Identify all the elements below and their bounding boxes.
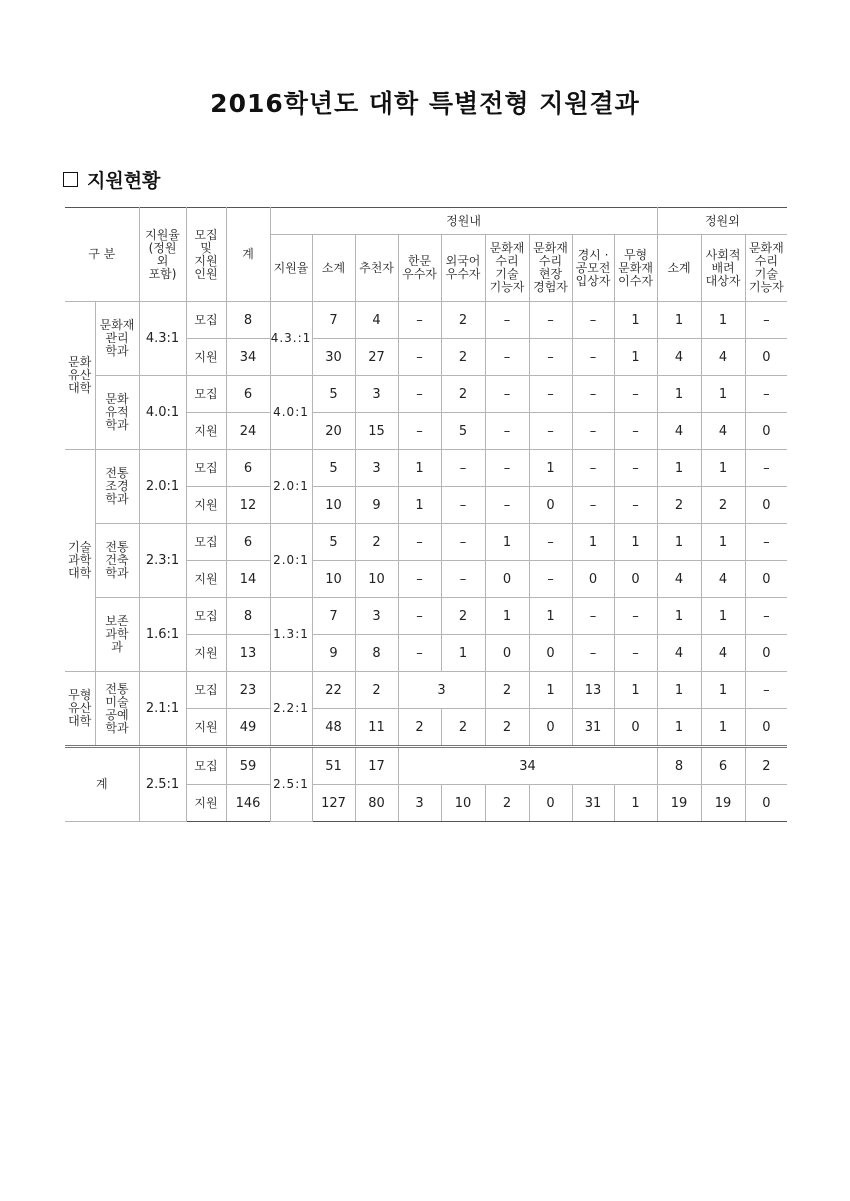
cell: 1 <box>398 487 441 524</box>
cell: – <box>529 376 572 413</box>
cell: – <box>745 672 787 709</box>
cell: 15 <box>355 413 398 450</box>
row-type: 지원 <box>186 413 226 450</box>
cell: 19 <box>657 785 701 822</box>
in-quota-rate: 2.0:1 <box>270 450 312 524</box>
cell: 5 <box>312 450 355 487</box>
cell: 31 <box>572 785 614 822</box>
cell: 1 <box>614 785 657 822</box>
dept-name: 전통 미술 공예 학과 <box>95 672 139 747</box>
cell: 1 <box>572 524 614 561</box>
header-in-col: 문화재 수리 기술 기능자 <box>485 235 529 302</box>
cell: – <box>572 376 614 413</box>
row-type: 지원 <box>186 339 226 376</box>
header-rate-all: 지원율 (정원 외 포함) <box>139 208 186 302</box>
row-total: 24 <box>226 413 270 450</box>
cell: 1 <box>701 672 745 709</box>
cell: 1 <box>657 672 701 709</box>
cell: 3 <box>355 450 398 487</box>
header-in-col: 지원율 <box>270 235 312 302</box>
cell: 5 <box>312 376 355 413</box>
table-row <box>65 376 787 413</box>
header-in-col: 무형 문화재 이수자 <box>614 235 657 302</box>
cell: – <box>485 487 529 524</box>
cell: 1 <box>441 635 485 672</box>
row-type: 지원 <box>186 561 226 598</box>
cell: – <box>485 376 529 413</box>
table-row <box>65 598 787 635</box>
section-heading-text: 지원현황 <box>87 170 161 192</box>
cell: – <box>745 376 787 413</box>
cell: – <box>529 302 572 339</box>
cell: 1 <box>529 450 572 487</box>
row-total: 6 <box>226 450 270 487</box>
cell: 3 <box>398 785 441 822</box>
cell: – <box>745 524 787 561</box>
in-quota-rate: 2.2:1 <box>270 672 312 747</box>
cell: 2 <box>701 487 745 524</box>
header-total: 계 <box>226 208 270 302</box>
cell: 10 <box>312 487 355 524</box>
cell: 4 <box>657 635 701 672</box>
cell: 4 <box>355 302 398 339</box>
cell: 27 <box>355 339 398 376</box>
dept-rate: 4.3:1 <box>139 302 186 376</box>
cell: – <box>398 376 441 413</box>
cell: 1 <box>657 598 701 635</box>
cell: 127 <box>312 785 355 822</box>
in-quota-rate: 1.3:1 <box>270 598 312 672</box>
cell: – <box>485 302 529 339</box>
row-type: 지원 <box>186 635 226 672</box>
row-total: 8 <box>226 302 270 339</box>
cell: 1 <box>485 598 529 635</box>
cell: – <box>614 413 657 450</box>
cell: 48 <box>312 709 355 747</box>
cell: 4 <box>657 561 701 598</box>
cell: 10 <box>355 561 398 598</box>
in-quota-rate: 4.3.:1 <box>270 302 312 376</box>
cell: 2 <box>441 376 485 413</box>
cell: 0 <box>529 709 572 747</box>
row-total: 59 <box>226 747 270 785</box>
cell: 1 <box>701 524 745 561</box>
cell: 1 <box>657 302 701 339</box>
cell: – <box>745 450 787 487</box>
cell: 1 <box>701 598 745 635</box>
row-total: 23 <box>226 672 270 709</box>
cell: – <box>614 450 657 487</box>
cell: – <box>572 302 614 339</box>
cell: 2 <box>657 487 701 524</box>
dept-name: 보존 과학 과 <box>95 598 139 672</box>
row-total: 34 <box>226 339 270 376</box>
cell: 8 <box>355 635 398 672</box>
header-in-col: 경시 · 공모전 입상자 <box>572 235 614 302</box>
dept-rate: 4.0:1 <box>139 376 186 450</box>
row-total: 6 <box>226 524 270 561</box>
college-name: 무형 유산 대학 <box>65 672 95 747</box>
row-total: 49 <box>226 709 270 747</box>
cell: 4 <box>701 635 745 672</box>
cell: 7 <box>312 302 355 339</box>
cell: 80 <box>355 785 398 822</box>
cell: – <box>529 339 572 376</box>
cell: 1 <box>614 524 657 561</box>
cell-merged: 3 <box>398 672 485 709</box>
page-title: 2016학년도 대학 특별전형 지원결과 <box>210 89 640 118</box>
in-quota-rate: 2.5:1 <box>270 747 312 822</box>
cell: – <box>398 561 441 598</box>
cell: 10 <box>441 785 485 822</box>
in-quota-rate: 2.0:1 <box>270 524 312 598</box>
cell: – <box>614 635 657 672</box>
row-type: 지원 <box>186 785 226 822</box>
cell: 0 <box>745 413 787 450</box>
cell: 2 <box>485 785 529 822</box>
cell: – <box>572 339 614 376</box>
cell: – <box>529 524 572 561</box>
cell: 1 <box>398 450 441 487</box>
cell: 6 <box>701 747 745 785</box>
cell: 2 <box>441 709 485 747</box>
row-type: 지원 <box>186 487 226 524</box>
dept-rate: 2.3:1 <box>139 524 186 598</box>
row-total: 146 <box>226 785 270 822</box>
cell: – <box>398 524 441 561</box>
header-in-col: 외국어 우수자 <box>441 235 485 302</box>
cell: 0 <box>529 785 572 822</box>
cell: 30 <box>312 339 355 376</box>
cell: 3 <box>355 598 398 635</box>
table-row-total <box>65 747 787 785</box>
dept-name: 문화 유적 학과 <box>95 376 139 450</box>
cell: – <box>441 450 485 487</box>
cell: 4 <box>701 339 745 376</box>
cell: – <box>745 598 787 635</box>
dept-name: 전통 조경 학과 <box>95 450 139 524</box>
cell: 0 <box>745 339 787 376</box>
cell: 5 <box>312 524 355 561</box>
row-total: 6 <box>226 376 270 413</box>
header-gubun: 구 분 <box>65 208 139 302</box>
section-heading <box>63 166 160 193</box>
cell: 5 <box>441 413 485 450</box>
cell: 0 <box>485 635 529 672</box>
cell: 2 <box>485 709 529 747</box>
college-name: 문화 유산 대학 <box>65 302 95 450</box>
cell: 1 <box>657 709 701 747</box>
header-in-col: 한문 우수자 <box>398 235 441 302</box>
cell: – <box>398 339 441 376</box>
header-out-col: 사회적 배려 대상자 <box>701 235 745 302</box>
cell: 0 <box>745 487 787 524</box>
cell: – <box>529 561 572 598</box>
cell: 1 <box>614 339 657 376</box>
cell: – <box>572 598 614 635</box>
cell: – <box>529 413 572 450</box>
header-out-col: 문화재 수리 기술 기능자 <box>745 235 787 302</box>
cell: 0 <box>572 561 614 598</box>
table-row <box>65 302 787 339</box>
cell: – <box>485 413 529 450</box>
cell: 1 <box>657 524 701 561</box>
cell: 2 <box>398 709 441 747</box>
cell: 1 <box>614 302 657 339</box>
cell: 1 <box>701 302 745 339</box>
row-type: 모집 <box>186 598 226 635</box>
cell: 8 <box>657 747 701 785</box>
table-row <box>65 450 787 487</box>
cell: 13 <box>572 672 614 709</box>
dept-rate: 2.1:1 <box>139 672 186 747</box>
cell: 9 <box>355 487 398 524</box>
cell: 1 <box>701 709 745 747</box>
header-in-col: 소계 <box>312 235 355 302</box>
cell: 0 <box>745 709 787 747</box>
total-rate: 2.5:1 <box>139 747 186 822</box>
row-total: 13 <box>226 635 270 672</box>
cell: 4 <box>657 339 701 376</box>
cell: 2 <box>355 672 398 709</box>
dept-name: 전통 건축 학과 <box>95 524 139 598</box>
cell: 1 <box>657 450 701 487</box>
dept-rate: 1.6:1 <box>139 598 186 672</box>
cell: 0 <box>529 487 572 524</box>
cell: – <box>572 450 614 487</box>
header-out-quota: 정원외 <box>657 208 787 235</box>
cell: 1 <box>529 598 572 635</box>
cell: 17 <box>355 747 398 785</box>
cell: 1 <box>701 450 745 487</box>
header-in-col: 문화재 수리 현장 경험자 <box>529 235 572 302</box>
cell: 7 <box>312 598 355 635</box>
cell: – <box>398 635 441 672</box>
header-mojib-jiwon: 모집 및 지원 인원 <box>186 208 226 302</box>
row-total: 14 <box>226 561 270 598</box>
row-total: 12 <box>226 487 270 524</box>
cell: 1 <box>701 376 745 413</box>
table-row <box>65 672 787 709</box>
cell: 0 <box>745 561 787 598</box>
cell: 0 <box>614 709 657 747</box>
total-label: 계 <box>65 747 139 822</box>
cell: 4 <box>701 561 745 598</box>
cell: 2 <box>441 339 485 376</box>
cell: – <box>572 635 614 672</box>
cell: 1 <box>614 672 657 709</box>
cell: 2 <box>441 302 485 339</box>
cell: 4 <box>657 413 701 450</box>
cell: – <box>485 450 529 487</box>
cell: 0 <box>485 561 529 598</box>
cell: 4 <box>701 413 745 450</box>
header-in-col: 추천자 <box>355 235 398 302</box>
cell: – <box>572 487 614 524</box>
cell: – <box>398 413 441 450</box>
cell: 11 <box>355 709 398 747</box>
cell: 2 <box>485 672 529 709</box>
row-type: 모집 <box>186 672 226 709</box>
table-row <box>65 524 787 561</box>
cell: 9 <box>312 635 355 672</box>
row-type: 모집 <box>186 376 226 413</box>
application-results-table <box>65 207 787 822</box>
cell: 22 <box>312 672 355 709</box>
cell: 0 <box>614 561 657 598</box>
cell: 51 <box>312 747 355 785</box>
dept-name: 문화재 관리 학과 <box>95 302 139 376</box>
cell: – <box>614 487 657 524</box>
header-out-col: 소계 <box>657 235 701 302</box>
cell: – <box>398 302 441 339</box>
cell: – <box>614 376 657 413</box>
row-type: 모집 <box>186 450 226 487</box>
college-name: 기술 과학 대학 <box>65 450 95 672</box>
row-type: 지원 <box>186 709 226 747</box>
cell: – <box>614 598 657 635</box>
row-total: 8 <box>226 598 270 635</box>
cell: 19 <box>701 785 745 822</box>
cell-merged: 34 <box>398 747 657 785</box>
cell: – <box>485 339 529 376</box>
cell: 2 <box>441 598 485 635</box>
row-type: 모집 <box>186 302 226 339</box>
cell: 20 <box>312 413 355 450</box>
cell: 2 <box>355 524 398 561</box>
cell: 0 <box>745 635 787 672</box>
cell: 1 <box>657 376 701 413</box>
row-type: 모집 <box>186 747 226 785</box>
row-type: 모집 <box>186 524 226 561</box>
header-in-quota: 정원내 <box>270 208 657 235</box>
cell: – <box>441 524 485 561</box>
cell: 3 <box>355 376 398 413</box>
cell: 1 <box>529 672 572 709</box>
cell: 0 <box>745 785 787 822</box>
cell: – <box>441 561 485 598</box>
cell: 10 <box>312 561 355 598</box>
cell: – <box>745 302 787 339</box>
in-quota-rate: 4.0:1 <box>270 376 312 450</box>
cell: – <box>572 413 614 450</box>
cell: 2 <box>745 747 787 785</box>
checkbox-square-icon <box>63 172 78 187</box>
cell: 1 <box>485 524 529 561</box>
dept-rate: 2.0:1 <box>139 450 186 524</box>
cell: – <box>398 598 441 635</box>
cell: – <box>441 487 485 524</box>
cell: 31 <box>572 709 614 747</box>
cell: 0 <box>529 635 572 672</box>
